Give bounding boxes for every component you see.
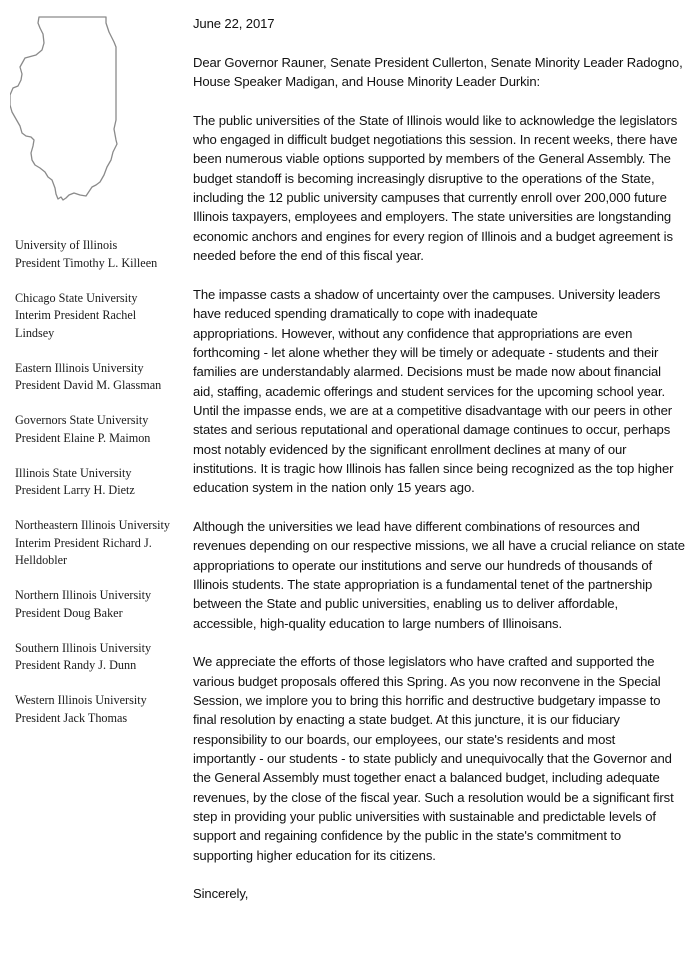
paragraph-acknowledgement [193, 111, 693, 266]
paragraph-line: most notably evidenced by the significant enrollment declines at many of our [193, 441, 627, 457]
paragraph-line: supporting higher education for its citizens. [193, 847, 436, 863]
paragraph-line: support and regaining confidence by the public in the state's commitment to [193, 828, 622, 844]
paragraph-line: have reduced spending dramatically to cope with inadequate [193, 306, 538, 322]
university-name: Northern Illinois University [15, 588, 152, 602]
paragraph-line: the General Assembly must together enact a balanced budget, including adequate [193, 770, 660, 786]
university-presidents-list [15, 237, 190, 745]
paragraph-line: appropriations to operate our institutions and serve our hundreds of thousands of [193, 557, 653, 573]
paragraph-line: various budget proposals offered this Spring. As you now reconvene in the Special [193, 673, 661, 689]
president-name: President Doug Baker [15, 605, 123, 620]
paragraph-line: education system in the nation only 15 years ago. [193, 480, 475, 496]
president-name: President David M. Glassman [15, 378, 162, 392]
paragraph-appeal [193, 652, 693, 865]
paragraph-line: families are understandably alarmed. Decisions must be made now about financial [193, 364, 661, 380]
paragraph-line: forthcoming - let alone whether they will be timely or adequate - students and their [193, 344, 659, 360]
paragraph-line: step in providing your public universities with sustainable and predictable levels of [193, 809, 656, 825]
paragraph-appropriations [193, 517, 693, 633]
salutation-line: House Speaker Madigan, and House Minority Leader Durkin: [193, 74, 541, 90]
paragraph-line: importantly - our students - to state publicly and unequivocally that the Governor and [193, 751, 672, 767]
illinois-map-icon [10, 12, 125, 207]
university-name: Western Illinois University [15, 693, 147, 707]
paragraph-impasse [193, 285, 693, 498]
paragraph-line: Although the universities we lead have different combinations of resources and [193, 518, 640, 534]
university-name: Southern Illinois University [15, 640, 152, 655]
university-entry [15, 517, 190, 570]
salutation [193, 53, 693, 92]
salutation-line: Dear Governor Rauner, Senate President Cullerton, Senate Minority Leader Radogno, [193, 54, 683, 70]
university-entry [15, 360, 190, 395]
paragraph-line: responsibility to our boards, our employees, our state's residents and most [193, 731, 616, 747]
university-name: University of Illinois [15, 238, 118, 252]
paragraph-line: budget standoff is becoming increasingly disruptive to the operations of the State, [193, 170, 655, 186]
university-entry [15, 412, 190, 447]
university-name: Northeastern Illinois University [15, 518, 171, 532]
paragraph-line: Session, we implore you to bring this horrific and destructive budgetary impasse to [193, 693, 661, 709]
president-name: Interim President Richard J. [15, 535, 152, 550]
university-name: Chicago State University [15, 290, 138, 305]
university-entry [15, 237, 190, 272]
letter-date: June 22, 2017 [193, 16, 275, 31]
paragraph-line: appropriations. However, without any confidence that appropriations are even [193, 325, 633, 341]
president-name: President Randy J. Dunn [15, 658, 137, 672]
president-name-continued: Helldobler [15, 553, 68, 567]
university-name: Governors State University [15, 413, 149, 427]
paragraph-line: between the State and public universities, enabling us to deliver affordable, [193, 596, 619, 612]
paragraph-line: final resolution by enacting a state budget. At this juncture, it is our fiduciary [193, 712, 620, 728]
university-entry [15, 640, 190, 675]
university-entry [15, 587, 190, 622]
paragraph-line: Until the impasse ends, we are at a competitive disadvantage with our peers in other [193, 402, 673, 418]
president-name: Interim President Rachel [15, 308, 137, 322]
closing: Sincerely, [193, 886, 249, 902]
president-name: President Jack Thomas [15, 710, 128, 725]
paragraph-line: Illinois students. The state appropriation is a fundamental tenet of the partnership [193, 576, 653, 592]
president-name: President Larry H. Dietz [15, 483, 135, 497]
paragraph-line: been numerous viable options supported by members of the General Assembly. The [193, 151, 671, 167]
paragraph-line: including the 12 public university campuses that currently enroll over 200,000 future [193, 190, 667, 206]
paragraph-line: The impasse casts a shadow of uncertainty over the campuses. University leaders [193, 286, 661, 302]
president-name-continued: Lindsey [15, 325, 55, 340]
paragraph-line: Illinois taxpayers, employees and employers. The state universities are longstanding [193, 209, 672, 225]
letter-body [193, 14, 693, 904]
paragraph-line: states and serious reputational and operational damage continues to occur, perhaps [193, 422, 671, 438]
paragraph-line: revenues, by the close of the fiscal year. Such a resolution would be a significant first [193, 789, 674, 805]
university-name: Illinois State University [15, 465, 132, 480]
president-name: President Timothy L. Killeen [15, 255, 158, 270]
university-entry [15, 692, 190, 727]
university-name: Eastern Illinois University [15, 360, 144, 375]
paragraph-line: The public universities of the State of Illinois would like to acknowledge the legislators [193, 112, 678, 128]
paragraph-line: revenues depending on our respective missions, we all have a crucial reliance on state [193, 538, 685, 554]
paragraph-line: institutions. It is tragic how Illinois has fallen since being recognized as the top higher [193, 460, 674, 476]
paragraph-line: who engaged in difficult budget negotiations this session. In recent weeks, there have [193, 132, 678, 148]
president-name: President Elaine P. Maimon [15, 430, 151, 445]
paragraph-line: aid, staffing, academic offerings and student services for the upcoming school year. [193, 383, 665, 399]
paragraph-line: accessible, high-quality education to large numbers of Illinoisans. [193, 615, 562, 631]
paragraph-line: economic anchors and engines for every region of Illinois and a budget agreement is [193, 228, 673, 244]
illinois-state-outline-icon [10, 12, 125, 207]
paragraph-line: needed before the end of this fiscal year. [193, 248, 424, 264]
university-entry [15, 465, 190, 500]
paragraph-line: We appreciate the efforts of those legislators who have crafted and supported the [193, 654, 655, 670]
university-entry [15, 290, 190, 343]
